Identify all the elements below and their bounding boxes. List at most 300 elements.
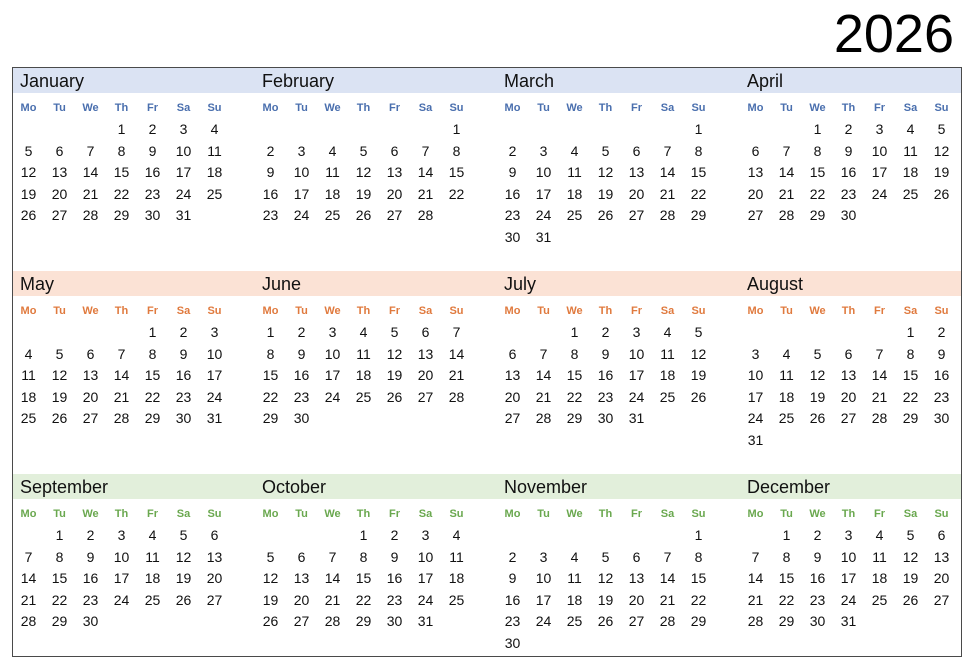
day-cell: 26: [690, 388, 707, 405]
day-cell: 16: [175, 367, 192, 384]
day-cell: 22: [809, 185, 826, 202]
day-cell: 10: [535, 164, 552, 181]
day-cell: 14: [778, 164, 795, 181]
day-cell: 12: [933, 142, 950, 159]
day-cell: 22: [144, 388, 161, 405]
day-cell: 17: [840, 570, 857, 587]
day-cell: 30: [809, 613, 826, 630]
day-cell: 11: [567, 570, 582, 587]
weekday-header: We: [566, 305, 583, 317]
day-cell: 21: [659, 591, 676, 608]
day-cell: 13: [933, 548, 950, 565]
day-cell: 29: [778, 613, 795, 630]
day-cell: 6: [297, 548, 306, 565]
day-cell: 23: [386, 591, 403, 608]
day-cell: 5: [179, 527, 188, 543]
day-cell: 23: [597, 388, 614, 405]
day-cell: 9: [844, 142, 853, 159]
day-cell: 31: [535, 229, 552, 245]
day-cell: 27: [628, 207, 645, 224]
day-cell: 27: [386, 207, 403, 224]
weekday-header: Mo: [747, 305, 764, 317]
day-cell: 5: [55, 345, 64, 362]
day-cell: 26: [597, 207, 614, 224]
day-cell: 16: [840, 164, 857, 181]
day-cell: 27: [628, 613, 645, 630]
weekday-header: Fr: [631, 305, 642, 317]
day-cell: 14: [448, 345, 465, 362]
day-cell: 18: [902, 164, 919, 181]
day-cell: 24: [324, 388, 341, 405]
day-cell: 22: [448, 185, 465, 202]
day-cell: 28: [448, 388, 465, 405]
day-cell: 9: [508, 570, 517, 587]
day-cell: 30: [386, 613, 403, 630]
day-cell: 2: [813, 527, 822, 543]
weekday-header: Sa: [418, 305, 433, 317]
day-cell: 19: [262, 591, 279, 608]
day-cell: 9: [266, 164, 275, 181]
day-cell: 13: [628, 164, 645, 181]
month-name: January: [20, 71, 85, 91]
day-cell: 18: [324, 185, 341, 202]
day-cell: 10: [871, 142, 888, 159]
weekday-header: Mo: [262, 305, 279, 317]
weekday-header: Su: [449, 102, 464, 114]
day-cell: 16: [386, 570, 403, 587]
day-cell: 30: [293, 410, 310, 427]
day-cell: 6: [632, 142, 641, 159]
day-cell: 12: [597, 164, 614, 181]
day-cell: 29: [690, 207, 707, 224]
day-cell: 18: [659, 367, 676, 384]
day-cell: 15: [355, 570, 372, 587]
weekday-header: We: [809, 102, 826, 114]
month-name: March: [504, 71, 555, 91]
weekday-header: Su: [449, 508, 464, 520]
day-cell: 3: [844, 527, 853, 543]
day-cell: 8: [813, 142, 822, 159]
weekday-header: We: [566, 508, 583, 520]
day-cell: 22: [778, 591, 795, 608]
day-cell: 6: [86, 345, 95, 362]
day-cell: 19: [690, 367, 707, 384]
day-cell: 17: [206, 367, 223, 384]
day-cell: 17: [747, 388, 764, 405]
day-cell: 2: [390, 527, 399, 543]
day-cell: 29: [262, 410, 279, 427]
day-cell: 20: [417, 367, 434, 384]
month-name: May: [20, 274, 55, 294]
day-cell: 9: [937, 345, 946, 362]
weekday-header: We: [566, 102, 583, 114]
weekday-header: Tu: [295, 508, 308, 520]
day-cell: 19: [902, 570, 919, 587]
day-cell: 26: [933, 185, 950, 202]
weekday-header: Su: [207, 102, 222, 114]
weekday-header: Th: [841, 508, 856, 520]
day-cell: 13: [747, 164, 764, 181]
day-cell: 27: [51, 207, 68, 224]
weekday-header: Mo: [504, 305, 521, 317]
day-cell: 2: [266, 142, 275, 159]
day-cell: 30: [82, 613, 99, 630]
day-cell: 11: [660, 345, 675, 362]
day-cell: 3: [297, 142, 306, 159]
day-cell: 4: [906, 121, 915, 137]
day-cell: 16: [597, 367, 614, 384]
weekday-header: Sa: [660, 305, 675, 317]
day-cell: 2: [86, 527, 95, 543]
day-cell: 14: [82, 164, 99, 181]
day-cell: 13: [293, 570, 310, 587]
day-cell: 4: [210, 121, 219, 137]
day-cell: 27: [82, 410, 99, 427]
day-cell: 31: [628, 410, 645, 427]
day-cell: 14: [659, 164, 676, 181]
day-cell: 11: [872, 548, 887, 565]
day-cell: 11: [207, 142, 222, 159]
day-cell: 4: [452, 527, 461, 543]
day-cell: 12: [355, 164, 372, 181]
weekday-header: Su: [207, 305, 222, 317]
weekday-header: Th: [598, 102, 613, 114]
year-calendar-grid: [12, 67, 962, 657]
day-cell: 24: [535, 207, 552, 224]
day-cell: 17: [871, 164, 888, 181]
day-cell: 18: [206, 164, 223, 181]
day-cell: 15: [51, 570, 68, 587]
weekday-header: Su: [691, 305, 706, 317]
day-cell: 10: [324, 345, 341, 362]
day-cell: 1: [148, 324, 157, 340]
day-cell: 8: [906, 345, 915, 362]
weekday-header: Th: [841, 102, 856, 114]
day-cell: 16: [262, 185, 279, 202]
day-cell: 7: [663, 548, 672, 565]
day-cell: 4: [875, 527, 884, 543]
day-cell: 17: [113, 570, 130, 587]
day-cell: 21: [324, 591, 341, 608]
day-cell: 21: [113, 388, 130, 405]
day-cell: 14: [417, 164, 434, 181]
day-cell: 7: [452, 324, 461, 340]
weekday-header: Th: [356, 508, 371, 520]
day-cell: 23: [840, 185, 857, 202]
day-cell: 26: [902, 591, 919, 608]
day-cell: 29: [690, 613, 707, 630]
day-cell: 29: [113, 207, 130, 224]
day-cell: 5: [24, 142, 33, 159]
day-cell: 24: [840, 591, 857, 608]
day-cell: 17: [417, 570, 434, 587]
day-cell: 11: [21, 367, 36, 384]
day-cell: 20: [628, 185, 645, 202]
day-cell: 24: [871, 185, 888, 202]
day-cell: 27: [293, 613, 310, 630]
day-cell: 28: [659, 613, 676, 630]
weekday-header: Th: [114, 508, 129, 520]
day-cell: 22: [690, 591, 707, 608]
day-cell: 3: [421, 527, 430, 543]
day-cell: 4: [663, 324, 672, 340]
weekday-header: We: [324, 508, 341, 520]
day-cell: 18: [20, 388, 37, 405]
day-cell: 4: [359, 324, 368, 340]
day-cell: 10: [535, 570, 552, 587]
day-cell: 23: [82, 591, 99, 608]
day-cell: 25: [566, 613, 583, 630]
day-cell: 27: [206, 591, 223, 608]
day-cell: 24: [293, 207, 310, 224]
day-cell: 3: [751, 345, 760, 362]
day-cell: 31: [206, 410, 223, 427]
day-cell: 26: [355, 207, 372, 224]
day-cell: 6: [55, 142, 64, 159]
day-cell: 13: [386, 164, 403, 181]
day-cell: 21: [82, 185, 99, 202]
day-cell: 19: [933, 164, 950, 181]
day-cell: 17: [293, 185, 310, 202]
day-cell: 21: [448, 367, 465, 384]
day-cell: 1: [359, 527, 368, 543]
day-cell: 6: [421, 324, 430, 340]
day-cell: 24: [747, 410, 764, 427]
day-cell: 19: [355, 185, 372, 202]
weekday-header: Tu: [780, 305, 793, 317]
day-cell: 26: [386, 388, 403, 405]
day-cell: 24: [206, 388, 223, 405]
day-cell: 11: [145, 548, 160, 565]
day-cell: 21: [659, 185, 676, 202]
day-cell: 5: [813, 345, 822, 362]
day-cell: 10: [293, 164, 310, 181]
day-cell: 8: [148, 345, 157, 362]
day-cell: 16: [293, 367, 310, 384]
weekday-header: Fr: [874, 102, 885, 114]
day-cell: 28: [747, 613, 764, 630]
day-cell: 12: [690, 345, 707, 362]
weekday-header: Tu: [53, 102, 66, 114]
day-cell: 23: [293, 388, 310, 405]
day-cell: 7: [328, 548, 337, 565]
weekday-header: Su: [691, 102, 706, 114]
day-cell: 12: [597, 570, 614, 587]
day-cell: 18: [144, 570, 161, 587]
day-cell: 31: [417, 613, 434, 630]
day-cell: 1: [694, 527, 703, 543]
day-cell: 30: [933, 410, 950, 427]
day-cell: 7: [539, 345, 548, 362]
day-cell: 7: [751, 548, 760, 565]
day-cell: 18: [355, 367, 372, 384]
day-cell: 2: [508, 142, 517, 159]
day-cell: 9: [148, 142, 157, 159]
weekday-header: Fr: [389, 102, 400, 114]
day-cell: 24: [628, 388, 645, 405]
day-cell: 10: [113, 548, 130, 565]
weekday-header: Mo: [504, 508, 521, 520]
day-cell: 26: [597, 613, 614, 630]
day-cell: 18: [778, 388, 795, 405]
day-cell: 28: [113, 410, 130, 427]
day-cell: 15: [778, 570, 795, 587]
day-cell: 11: [449, 548, 464, 565]
weekday-header: Mo: [20, 508, 37, 520]
day-cell: 23: [809, 591, 826, 608]
day-cell: 25: [20, 410, 37, 427]
day-cell: 3: [539, 548, 548, 565]
day-cell: 21: [871, 388, 888, 405]
weekday-header: Th: [114, 305, 129, 317]
quarter-header-bar: [13, 271, 961, 296]
day-cell: 21: [747, 591, 764, 608]
day-cell: 21: [417, 185, 434, 202]
weekday-header: We: [82, 508, 99, 520]
day-cell: 1: [570, 324, 579, 340]
day-cell: 31: [175, 207, 192, 224]
day-cell: 15: [566, 367, 583, 384]
day-cell: 16: [504, 591, 521, 608]
day-cell: 12: [809, 367, 826, 384]
day-cell: 30: [840, 207, 857, 224]
day-cell: 6: [632, 548, 641, 565]
day-cell: 21: [20, 591, 37, 608]
day-cell: 20: [51, 185, 68, 202]
day-cell: 27: [417, 388, 434, 405]
day-cell: 14: [20, 570, 37, 587]
day-cell: 19: [386, 367, 403, 384]
day-cell: 12: [51, 367, 68, 384]
month-name: December: [747, 477, 831, 497]
day-cell: 27: [840, 410, 857, 427]
day-cell: 8: [359, 548, 368, 565]
day-cell: 5: [601, 142, 610, 159]
month-name: August: [747, 274, 804, 294]
day-cell: 14: [747, 570, 764, 587]
weekday-header: Su: [934, 305, 949, 317]
day-cell: 22: [690, 185, 707, 202]
day-cell: 6: [751, 142, 760, 159]
day-cell: 1: [782, 527, 791, 543]
day-cell: 24: [113, 591, 130, 608]
day-cell: 18: [871, 570, 888, 587]
day-cell: 24: [535, 613, 552, 630]
weekday-header: Fr: [874, 305, 885, 317]
day-cell: 7: [782, 142, 791, 159]
weekday-header: Sa: [176, 508, 191, 520]
day-cell: 30: [144, 207, 161, 224]
weekday-header: Fr: [147, 102, 158, 114]
weekday-header: Mo: [20, 305, 37, 317]
month-name: July: [504, 274, 537, 294]
day-cell: 9: [601, 345, 610, 362]
day-cell: 25: [566, 207, 583, 224]
day-cell: 28: [871, 410, 888, 427]
weekday-header: Tu: [295, 102, 308, 114]
day-cell: 8: [694, 548, 703, 565]
weekday-header: Su: [449, 305, 464, 317]
day-cell: 4: [570, 548, 579, 565]
day-cell: 16: [809, 570, 826, 587]
day-cell: 8: [570, 345, 579, 362]
day-cell: 17: [535, 591, 552, 608]
day-cell: 22: [113, 185, 130, 202]
day-cell: 29: [809, 207, 826, 224]
day-cell: 17: [628, 367, 645, 384]
day-cell: 2: [844, 121, 853, 137]
weekday-header: We: [82, 305, 99, 317]
day-cell: 20: [747, 185, 764, 202]
day-cell: 28: [417, 207, 434, 224]
day-cell: 5: [906, 527, 915, 543]
day-cell: 20: [933, 570, 950, 587]
weekday-header: Tu: [53, 305, 66, 317]
day-cell: 15: [690, 164, 707, 181]
day-cell: 14: [535, 367, 552, 384]
day-cell: 11: [903, 142, 918, 159]
day-cell: 16: [933, 367, 950, 384]
day-cell: 26: [20, 207, 37, 224]
day-cell: 5: [601, 548, 610, 565]
day-cell: 29: [902, 410, 919, 427]
day-cell: 20: [206, 570, 223, 587]
day-cell: 26: [175, 591, 192, 608]
weekday-header: Th: [598, 305, 613, 317]
day-cell: 4: [148, 527, 157, 543]
day-cell: 10: [747, 367, 764, 384]
weekday-header: Tu: [537, 102, 550, 114]
day-cell: 15: [809, 164, 826, 181]
weekday-header: Sa: [176, 102, 191, 114]
weekday-header: Sa: [660, 508, 675, 520]
day-cell: 5: [390, 324, 399, 340]
day-cell: 9: [297, 345, 306, 362]
day-cell: 2: [297, 324, 306, 340]
day-cell: 19: [597, 185, 614, 202]
day-cell: 13: [51, 164, 68, 181]
day-cell: 12: [902, 548, 919, 565]
day-cell: 3: [117, 527, 126, 543]
day-cell: 28: [20, 613, 37, 630]
day-cell: 20: [504, 388, 521, 405]
day-cell: 6: [937, 527, 946, 543]
day-cell: 14: [659, 570, 676, 587]
day-cell: 14: [324, 570, 341, 587]
day-cell: 27: [747, 207, 764, 224]
day-cell: 8: [117, 142, 126, 159]
day-cell: 2: [179, 324, 188, 340]
day-cell: 29: [144, 410, 161, 427]
day-cell: 3: [179, 121, 188, 137]
weekday-header: Mo: [262, 508, 279, 520]
day-cell: 28: [659, 207, 676, 224]
day-cell: 29: [51, 613, 68, 630]
day-cell: 20: [293, 591, 310, 608]
day-cell: 3: [210, 324, 219, 340]
day-cell: 27: [933, 591, 950, 608]
day-cell: 28: [778, 207, 795, 224]
day-cell: 12: [262, 570, 279, 587]
day-cell: 30: [504, 229, 521, 245]
day-cell: 14: [871, 367, 888, 384]
day-cell: 5: [694, 324, 703, 340]
day-cell: 19: [20, 185, 37, 202]
day-cell: 7: [421, 142, 430, 159]
quarter-header-bar: [13, 68, 961, 93]
day-cell: 17: [535, 185, 552, 202]
weekday-header: Sa: [176, 305, 191, 317]
